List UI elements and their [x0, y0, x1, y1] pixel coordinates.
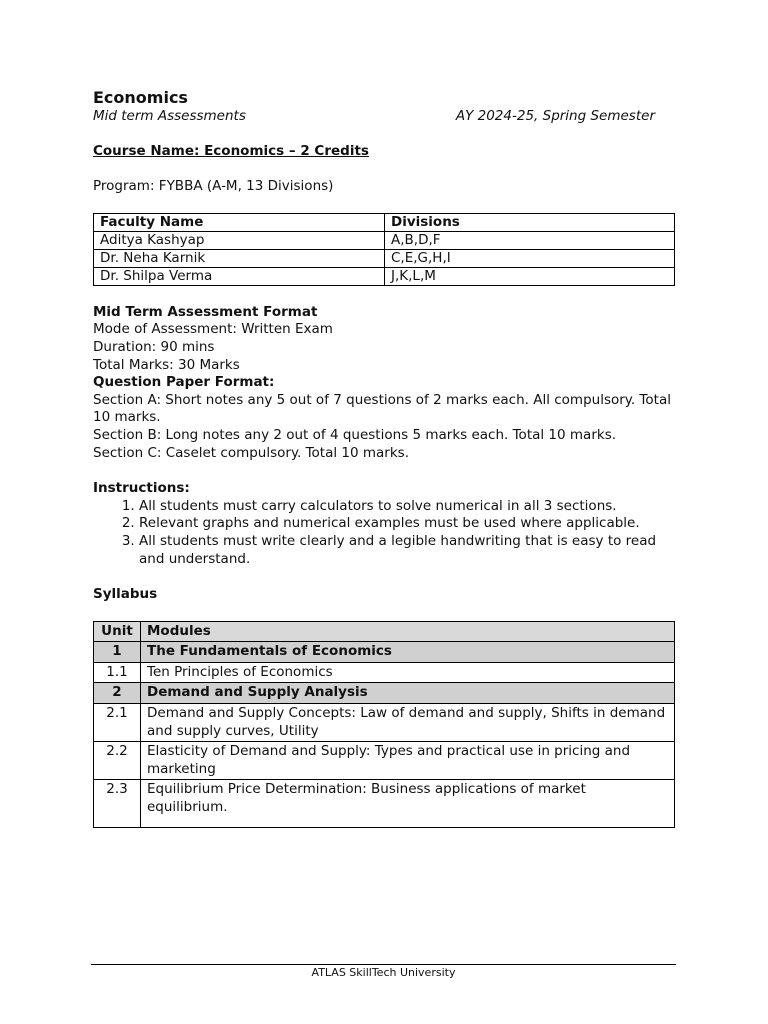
instructions-heading: Instructions: [93, 480, 190, 497]
column-header-divisions: Divisions [385, 213, 675, 231]
table-row [94, 249, 675, 267]
table-row [94, 231, 675, 249]
module-cell: Ten Principles of Economics [141, 662, 675, 683]
document-subheader [93, 108, 675, 126]
assessment-type: Mid term Assessments [93, 108, 246, 124]
unit-number-cell: 1.1 [94, 662, 141, 683]
table-row [94, 267, 675, 285]
course-name: Course Name: Economics – 2 Credits [93, 142, 369, 159]
column-header-faculty: Faculty Name [94, 213, 385, 231]
faculty-table [93, 213, 675, 286]
faculty-name-cell: Aditya Kashyap [94, 231, 385, 249]
document-page [93, 88, 675, 828]
column-header-modules: Modules [141, 621, 675, 642]
syllabus-heading: Syllabus [93, 586, 158, 603]
document-title: Economics [93, 88, 188, 107]
table-row [94, 704, 675, 742]
list-item: 2. Relevant graphs and numerical examples must be used where applicable. [139, 515, 675, 533]
table-row [94, 742, 675, 780]
unit-number-cell: 2.1 [94, 704, 141, 742]
unit-number-cell: 2.2 [94, 742, 141, 780]
table-row [94, 662, 675, 683]
module-cell: Equilibrium Price Determination: Business applications of market equilibrium. [141, 780, 675, 827]
faculty-name-cell: Dr. Shilpa Verma [94, 267, 385, 285]
unit-number-cell: 2 [94, 683, 141, 704]
column-header-unit: Unit [94, 621, 141, 642]
table-header-row [94, 213, 675, 231]
syllabus-table [93, 621, 675, 828]
section-c-description: Section C: Caselet compulsory. Total 10 marks. [93, 444, 409, 461]
unit-heading-row [94, 683, 675, 704]
table-row [94, 780, 675, 827]
assessment-total-marks: Total Marks: 30 Marks [93, 356, 240, 373]
module-cell: Demand and Supply Concepts: Law of demand and supply, Shifts in demand and supply curves, Utility [141, 704, 675, 742]
academic-year: AY 2024-25, Spring Semester [455, 108, 655, 124]
section-b-description: Section B: Long notes any 2 out of 4 questions 5 marks each. Total 10 marks. [93, 426, 617, 443]
module-cell: Elasticity of Demand and Supply: Types and practical use in pricing and marketing [141, 742, 675, 780]
divisions-cell: J,K,L,M [385, 267, 675, 285]
module-cell: The Fundamentals of Economics [141, 642, 675, 663]
list-item: 1. All students must carry calculators to solve numerical in all 3 sections. [139, 498, 675, 516]
instructions-list [93, 498, 675, 568]
faculty-name-cell: Dr. Neha Karnik [94, 249, 385, 267]
page-footer: ATLAS SkillTech University [91, 964, 676, 980]
program-info: Program: FYBBA (A-M, 13 Divisions) [93, 178, 334, 195]
unit-number-cell: 1 [94, 642, 141, 663]
divisions-cell: C,E,G,H,I [385, 249, 675, 267]
module-cell: Demand and Supply Analysis [141, 683, 675, 704]
assessment-format-heading: Mid Term Assessment Format [93, 303, 318, 320]
assessment-mode: Mode of Assessment: Written Exam [93, 321, 333, 338]
divisions-cell: A,B,D,F [385, 231, 675, 249]
unit-number-cell: 2.3 [94, 780, 141, 827]
list-item: 3. All students must write clearly and a legible handwriting that is easy to read and understand. [139, 533, 675, 568]
unit-heading-row [94, 642, 675, 663]
assessment-duration: Duration: 90 mins [93, 338, 215, 355]
section-a-description: Section A: Short notes any 5 out of 7 questions of 2 marks each. All compulsory. Total 10 marks. [93, 391, 671, 426]
table-header-row [94, 621, 675, 642]
question-paper-format-heading: Question Paper Format: [93, 374, 275, 391]
